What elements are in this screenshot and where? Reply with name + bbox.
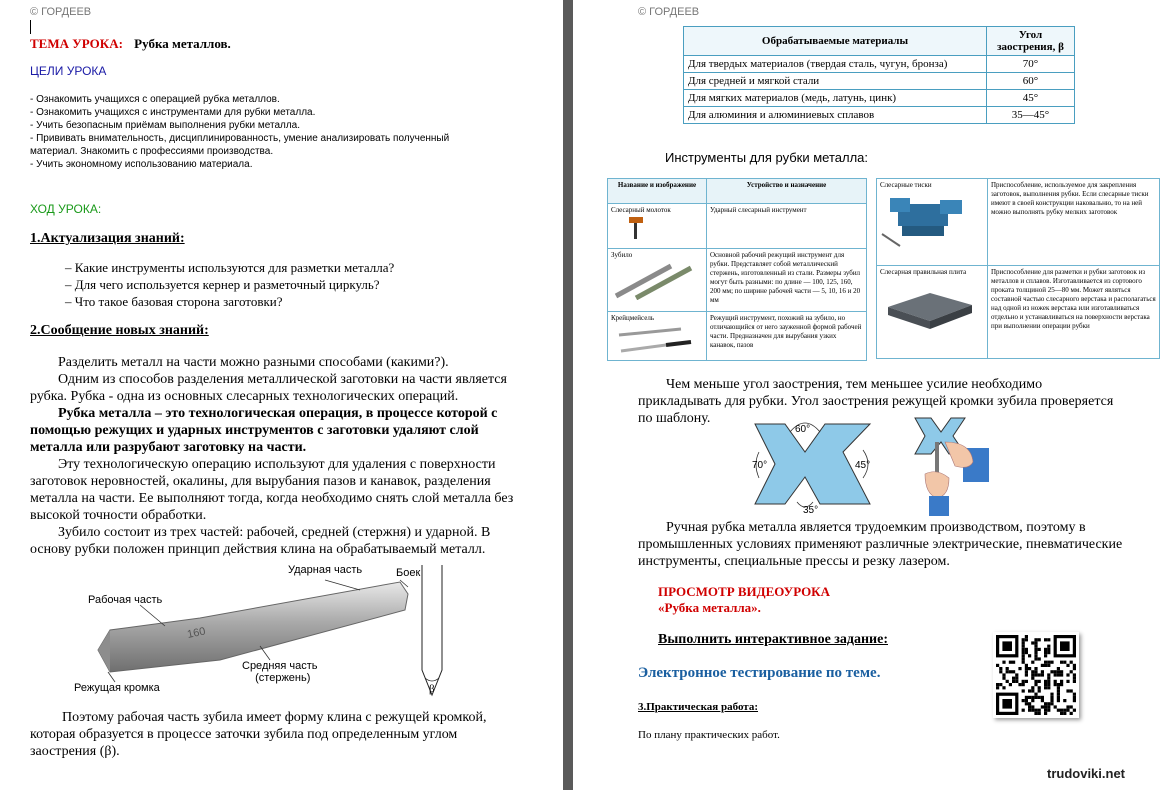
goals-list [30,93,449,171]
beta-label: β [429,683,435,695]
tool-name-cell [877,179,988,266]
paragraph: прикладывать для рубки. Угол заострения режущей кромки зубила проверяется [638,394,1114,409]
interactive-task-link[interactable]: Выполнить интерактивное задание: [658,632,888,647]
paragraph: которая образуется в процессе заточки зубила под определенным углом [30,727,458,742]
goal-item: - Прививать внимательность, дисциплинированность, умение анализировать полученный [30,133,450,144]
chisel-icon [611,260,697,300]
paragraph: Одним из способов разделения металлической заготовки на части является [58,372,507,387]
table-row [684,73,1075,90]
question-item: – Что такое базовая сторона заготовки? [65,294,283,309]
body-text [30,354,513,558]
material-cell: Для твердых материалов (твердая сталь, чугун, бронза) [684,56,987,73]
questions-list [65,259,394,310]
tool-name-cell [608,204,707,249]
angle-cell: 60° [987,73,1075,90]
section3-heading: 3.Практическая работа: [638,701,759,713]
tool-desc: Ударный слесарный инструмент [707,204,867,249]
angle-label: 45° [855,460,871,471]
label-impact: Ударная часть [288,564,363,576]
definition: помощью режущих и ударных инструментов с заготовки удаляют слой [30,423,479,438]
plate-icon [880,277,976,335]
angle-table [683,26,1075,124]
header-name: Название и изображение [608,179,707,204]
beta-arc [425,678,439,681]
practice-text: По плану практических работ. [638,729,780,741]
hammer-icon [611,215,651,239]
section1-heading: 1.Актуализация знаний: [30,231,185,246]
chisel-illustration [70,560,470,705]
goal-item: - Ознакомить учащихся с операцией рубка металлов. [30,94,280,105]
topic-value: Рубка металлов. [134,36,231,51]
tool-name-cell [608,312,707,361]
paragraph: Поэтому рабочая часть зубила имеет форму клина с режущей кромкой, [62,710,487,725]
chisel-edge [98,630,110,672]
video-link[interactable]: «Рубка металла». [658,600,761,615]
tool-name: Слесарные тиски [880,181,932,189]
table-row [608,312,867,361]
chisel-stamp: 160 [186,625,207,641]
paragraph: основу рубки положен принцип действия клина на обрабатываемый металл. [30,542,486,557]
angle-cell: 70° [987,56,1075,73]
goals-heading: ЦЕЛИ УРОКА [30,64,107,78]
angle-template-drawing [745,412,995,516]
tool-desc: Режущий инструмент, похожий на зубило, но отличающийся от него зауженной формой рабочей части. Предназначен для вырубания узких канавок, пазов [707,312,867,361]
table-row [608,249,867,312]
goal-item: - Учить безопасным приёмам выполнения рубки металла. [30,120,301,131]
header-desc: Устройство и назначение [707,179,867,204]
material-cell: Для средней и мягкой стали [684,73,987,90]
angle-cell: 35—45° [987,107,1075,124]
tool-name-cell [608,249,707,312]
tool-name-cell [877,266,988,359]
page-gutter [563,0,573,790]
angle-label: 60° [795,424,811,435]
qr-code[interactable] [993,632,1079,718]
table-row [608,204,867,249]
paragraph: Эту технологическую операцию используют для удаления с поверхности [58,457,496,472]
goal-item: - Учить экономному использованию материала. [30,159,253,170]
definition: металла или разрубают заготовку на части. [30,440,307,455]
course-heading: ХОД УРОКА: [30,202,102,216]
copyright-left: © ГОРДЕЕВ [30,6,92,18]
working-leader [140,605,165,626]
right-page [573,0,1165,790]
closing-text [30,709,487,760]
label-middle [242,660,318,684]
left-page [0,0,563,790]
label-edge: Режущая кромка [74,682,160,694]
cross-chisel-icon [611,323,697,355]
paragraph: рубка. Рубка - одна из основных слесарных технологических операций. [30,389,459,404]
topic-label: ТЕМА УРОКА: [30,36,123,51]
paragraph: Чем меньше угол заострения, тем меньшее усилие необходимо [666,377,1043,392]
tool-name: Крейцмейсель [611,314,655,322]
paragraph: инструменты, специальные прессы и резку лазером. [638,554,950,569]
testing-link[interactable]: Электронное тестирование по теме. [638,665,881,681]
question-item: – Какие инструменты используются для разметки металла? [65,260,395,275]
table-row [684,90,1075,107]
edge-leader [108,672,115,682]
section2-heading: 2.Сообщение новых знаний: [30,323,209,338]
vise-icon [880,190,976,252]
material-cell: Для мягких материалов (медь, латунь, цинк) [684,90,987,107]
chisel-profile [422,565,442,695]
hand-sleeve-bottom [929,496,949,516]
angle-label: 70° [752,460,768,471]
header-angle-line1: Угол [1018,29,1043,41]
watermark: trudoviki.net [1047,766,1126,781]
label-side: Боек [396,567,421,579]
template-plate [755,424,870,504]
text-cursor [30,20,31,34]
paragraph: заострения (β). [30,744,120,759]
tool-desc: Приспособление для разметки и рубки заготовок из металлов и сплавов. Изготавливается из сортового проката толщиной 25—80 мм. Может являться составной частью слесарного верстака и располагаться над одной из ножек верстака или изготавливаться отдельно и устанавливаться на поверхности верстака при выполнении операции рубки [988,266,1160,359]
tool-name: Зубило [611,251,633,259]
tool-name: Слесарный молоток [611,206,671,214]
qr-code-icon [993,632,1079,718]
definition: Рубка металла – это технологическая операция, в процессе которой с [58,406,498,421]
label-middle-line1: Средняя часть [242,660,318,672]
angle-template-figure [745,412,995,516]
hand-bottom [925,472,949,498]
paragraph: по шаблону. [638,411,711,426]
tools-title: Инструменты для рубки металла: [665,150,869,165]
tools-table-2 [876,178,1160,359]
goal-item: материал. Знакомить с профессиями производства. [30,146,274,157]
topic-line [30,36,231,52]
angle-label: 35° [803,505,819,516]
table-row [684,56,1075,73]
header-material: Обрабатываемые материалы [684,27,987,56]
manual-text [638,519,1122,570]
paragraph: Ручная рубка металла является трудоемким производством, поэтому в [666,520,1086,535]
copyright-right: © ГОРДЕЕВ [638,6,700,18]
header-angle-line2: заострения, β [997,41,1064,53]
paragraph: высокой точности обработки. [30,508,207,523]
question-item: – Для чего используется кернер и разметочный циркуль? [65,277,380,292]
goal-item: - Ознакомить учащихся с инструментами для рубки металла. [30,107,316,118]
header-angle [987,27,1075,56]
tool-desc: Приспособление, используемое для закрепления заготовок, выполнения рубки. Если слесарные тиски имеют в своей конструкции наковальню, то на ней можно выполнять рубку мелких заготовок [988,179,1160,266]
paragraph: промышленных условиях применяют различные электрические, пневматические [638,537,1123,552]
label-middle-line2: (стержень) [255,672,311,684]
tool-name: Слесарная правильная плита [880,268,967,276]
material-cell: Для алюминия и алюминиевых сплавов [684,107,987,124]
table-header-row [684,27,1075,56]
paragraph: Зубило состоит из трех частей: рабочей, средней (стержня) и ударной. В [58,525,491,540]
hand-top [945,442,973,467]
paragraph: заготовок неровностей, окалины, для вырубания пазов и канавок, разделения [30,474,491,489]
table-row [877,179,1160,266]
table-row [877,266,1160,359]
tool-desc: Основной рабочий режущий инструмент для рубки. Представляет собой металлический стержень, изготовленный из стали. Размеры зубил могут быть разными: по длине — 100, 125, 160, 200 мм; по ширине рабочей части — 5, 10, 16 и 20 мм [707,249,867,312]
paragraph: металла на части. Ее выполняют тогда, когда необходимо снять слой металла без [30,491,514,506]
table-header-row [608,179,867,204]
table-row [684,107,1075,124]
paragraph: Разделить металл на части можно разными способами (какими?). [58,355,449,370]
tools-table [607,178,867,361]
angle-cell: 45° [987,90,1075,107]
label-working: Рабочая часть [88,594,163,606]
impact-leader [325,580,360,590]
video-heading: ПРОСМОТР ВИДЕОУРОКА [658,584,830,599]
